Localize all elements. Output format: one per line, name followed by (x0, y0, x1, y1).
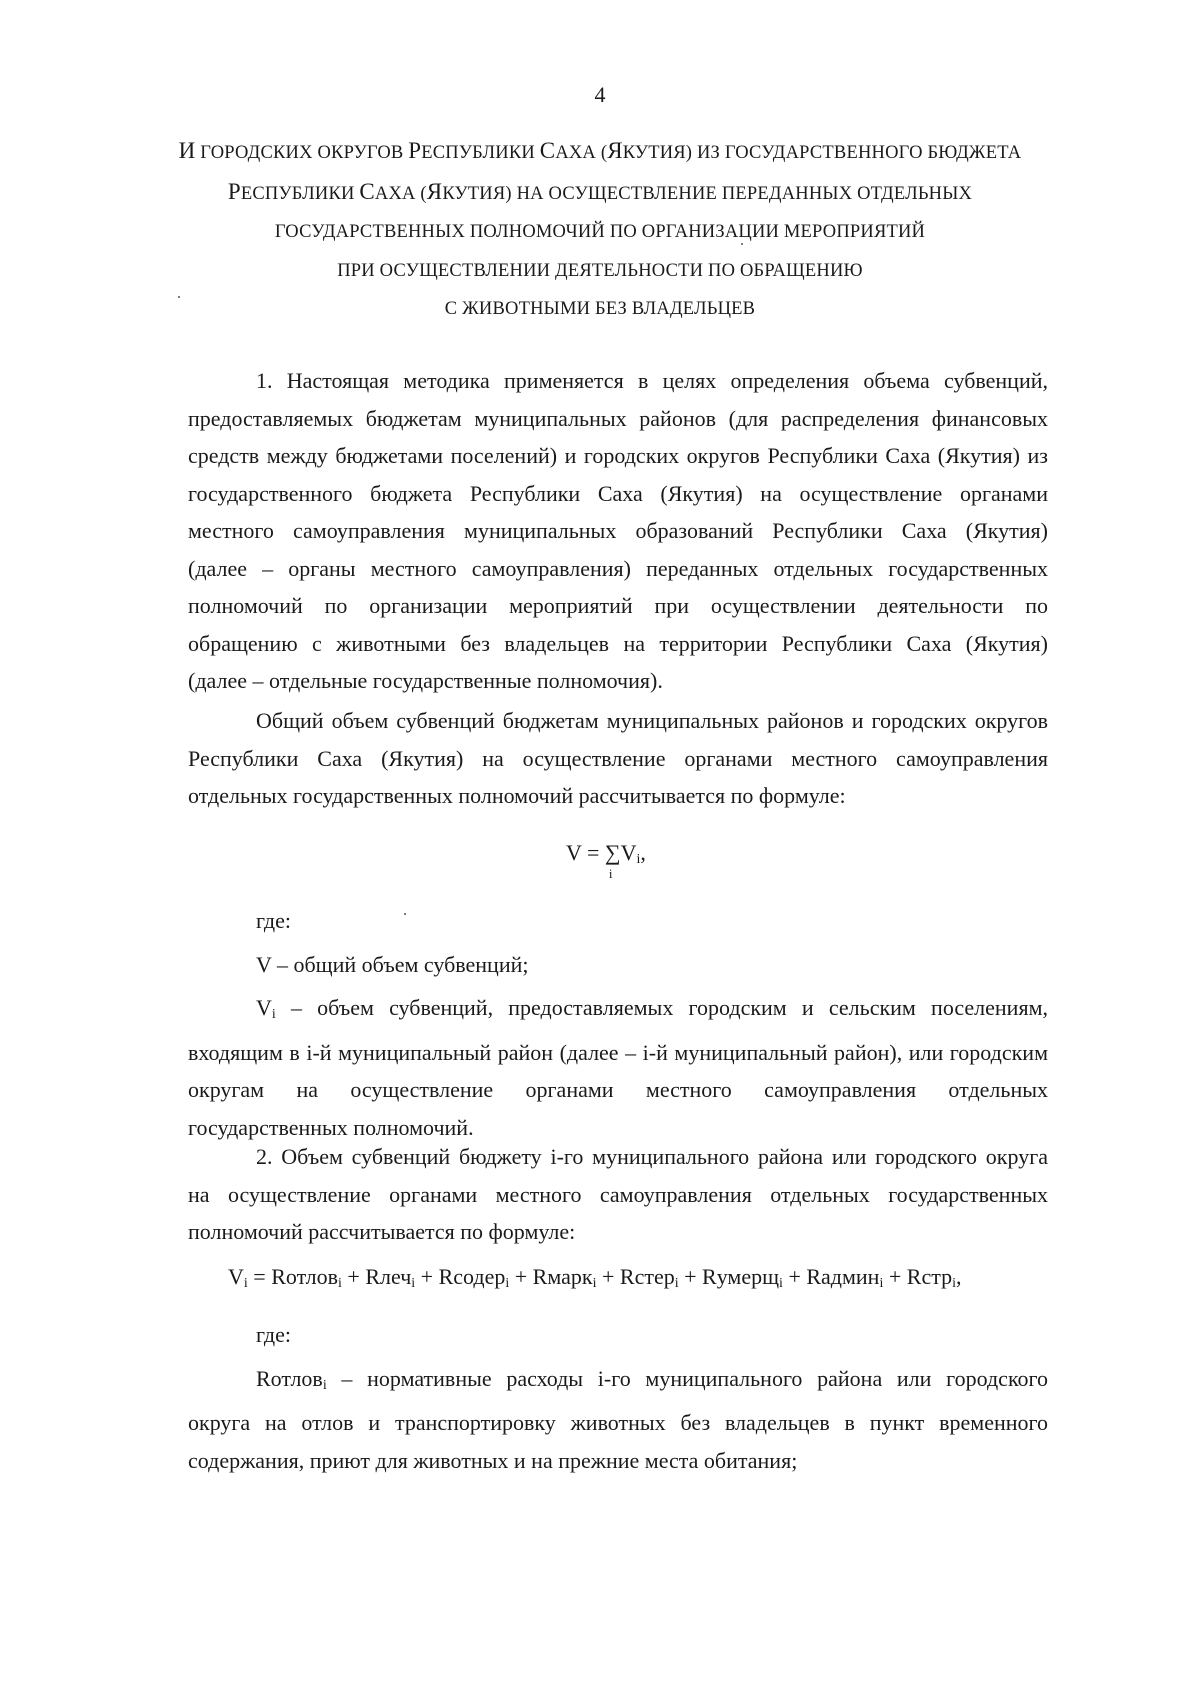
formula-sep: + (782, 1264, 807, 1289)
document-title (150, 132, 1050, 329)
def-v: V – общий объем субвенций; (256, 951, 529, 977)
formula-sep: + (596, 1264, 620, 1289)
definitions-1 (188, 902, 1048, 1146)
paragraph-1 (188, 362, 1048, 700)
formula-sep: + (883, 1264, 907, 1289)
formula-term-sub: i (879, 1276, 884, 1291)
formula-sep: + (341, 1264, 366, 1289)
p1-line: предоставляемых бюджетам муниципальных районов (для распределения финансовых (188, 405, 1048, 431)
p1-line: средств между бюджетами поселений) и городских округов Республики Саха (Якутия) из (188, 443, 1048, 468)
formula-term-sub: i (952, 1276, 956, 1291)
p3-line: 2. Объем субвенций бюджету i-го муниципального района или городского округа (256, 1144, 1048, 1169)
def-rotlov-line: округа на отлов и транспортировку животных без владельцев в пункт временного (188, 1410, 1048, 1435)
scan-speck (741, 243, 743, 245)
p1-line: государственного бюджета Республики Саха (Якутия) на осуществление органами (188, 480, 1048, 506)
title-line-5: С ЖИВОТНЫМИ БЕЗ ВЛАДЕЛЬЦЕВ (444, 299, 756, 319)
formula-term: Rмарк (532, 1264, 593, 1289)
p2-line: Общий объем субвенций бюджетам муниципальных районов и городских округов (256, 708, 1048, 733)
p1-line: обращению с животными без владельцев на территории Республики Саха (Якутия) (188, 630, 1048, 656)
formula-term-sub: i (779, 1276, 783, 1291)
title-line-1: И ГОРОДСКИХ ОКРУГОВ РЕСПУБЛИКИ САХА (ЯКУТИЯ) ИЗ ГОСУДАРСТВЕННОГО БЮДЖЕТА (178, 138, 1022, 163)
formula-lhs-sub: i (243, 1276, 248, 1291)
title-line-3: ГОСУДАРСТВЕННЫХ ПОЛНОМОЧИЙ ПО ОРГАНИЗАЦИИ МЕРОПРИЯТИЙ (274, 222, 926, 242)
p1-line: (далее – отдельные государственные полномочия). (188, 668, 663, 693)
formula-vi (228, 1264, 962, 1292)
p1-line: полномочий по организации мероприятий при осуществлении деятельности по (188, 593, 1048, 618)
formula-term-sub: i (505, 1276, 510, 1291)
p1-line: (далее – органы местного самоуправления) переданных отдельных государственных (188, 555, 1048, 581)
p1-line: местного самоуправления муниципальных образований Республики Саха (Якутия) (188, 518, 1048, 543)
formula-term: Rумерщ (702, 1264, 780, 1289)
where-label: где: (256, 908, 291, 933)
title-line-4: ПРИ ОСУЩЕСТВЛЕНИИ ДЕЯТЕЛЬНОСТИ ПО ОБРАЩЕНИЮ (337, 260, 863, 281)
def-vi-first: $V_i$ – объем субвенций, предоставляемых городским и сельским поселениям, (256, 995, 1048, 1022)
def-rotlov-first: Rотлов$_i$ – нормативные расходы i-го муниципального района или городского (256, 1365, 1048, 1393)
sum-sign: ∑ i (604, 840, 621, 881)
p2-line: Республики Саха (Якутия) на осуществление органами местного самоуправления (188, 745, 1048, 771)
formula-term-sub: i (411, 1276, 416, 1291)
definitions-2 (188, 1316, 1048, 1479)
title-line-2: РЕСПУБЛИКИ САХА (ЯКУТИЯ) НА ОСУЩЕСТВЛЕНИЕ ПЕРЕДАННЫХ ОТДЕЛЬНЫХ (227, 178, 973, 204)
def-vi-line: входящим в i-й муниципальный район (далее – i-й муниципальный район), или городским (188, 1039, 1048, 1065)
formula-term: Rотлов (271, 1264, 339, 1289)
def-rotlov-line: содержания, приют для животных и на прежние места обитания; (188, 1447, 798, 1473)
formula-term: Rадмин (806, 1264, 880, 1289)
formula-total: V = ∑ i $V_i$, (566, 840, 646, 881)
formula-term: Rстер (619, 1264, 675, 1289)
def-vi-line: округам на осуществление органами местного самоуправления отдельных (188, 1077, 1048, 1102)
formula-eq: = (247, 1264, 272, 1289)
paragraph-2 (188, 702, 1048, 815)
formula-sep: + (509, 1264, 533, 1289)
formula-sep: + (678, 1264, 703, 1289)
p3-line: полномочий рассчитывается по формуле: (188, 1219, 576, 1244)
where-label: где: (256, 1322, 291, 1347)
formula-term-sub: i (592, 1276, 597, 1291)
p1-line: 1. Настоящая методика применяется в целях определения объема субвенций, (256, 368, 1048, 393)
def-vi-line: государственных полномочий. (188, 1114, 474, 1140)
p2-line: отдельных государственных полномочий рассчитывается по формуле: (188, 783, 846, 808)
formula-sep: , (956, 1264, 962, 1289)
p3-line: на осуществление органами местного самоуправления отдельных государственных (188, 1181, 1048, 1207)
formula-term-sub: i (338, 1276, 342, 1291)
page-number: 4 (594, 82, 606, 107)
scan-speck (178, 296, 180, 298)
paragraph-3 (188, 1138, 1048, 1251)
formula-term: Rстр (906, 1264, 953, 1289)
formula-term-sub: i (674, 1276, 679, 1291)
formula-sep: + (415, 1264, 439, 1289)
formula-lhs: V (228, 1264, 244, 1289)
scan-speck (404, 913, 406, 915)
formula-term: Rсодер (438, 1264, 506, 1289)
formula-term: Rлеч (365, 1264, 412, 1289)
